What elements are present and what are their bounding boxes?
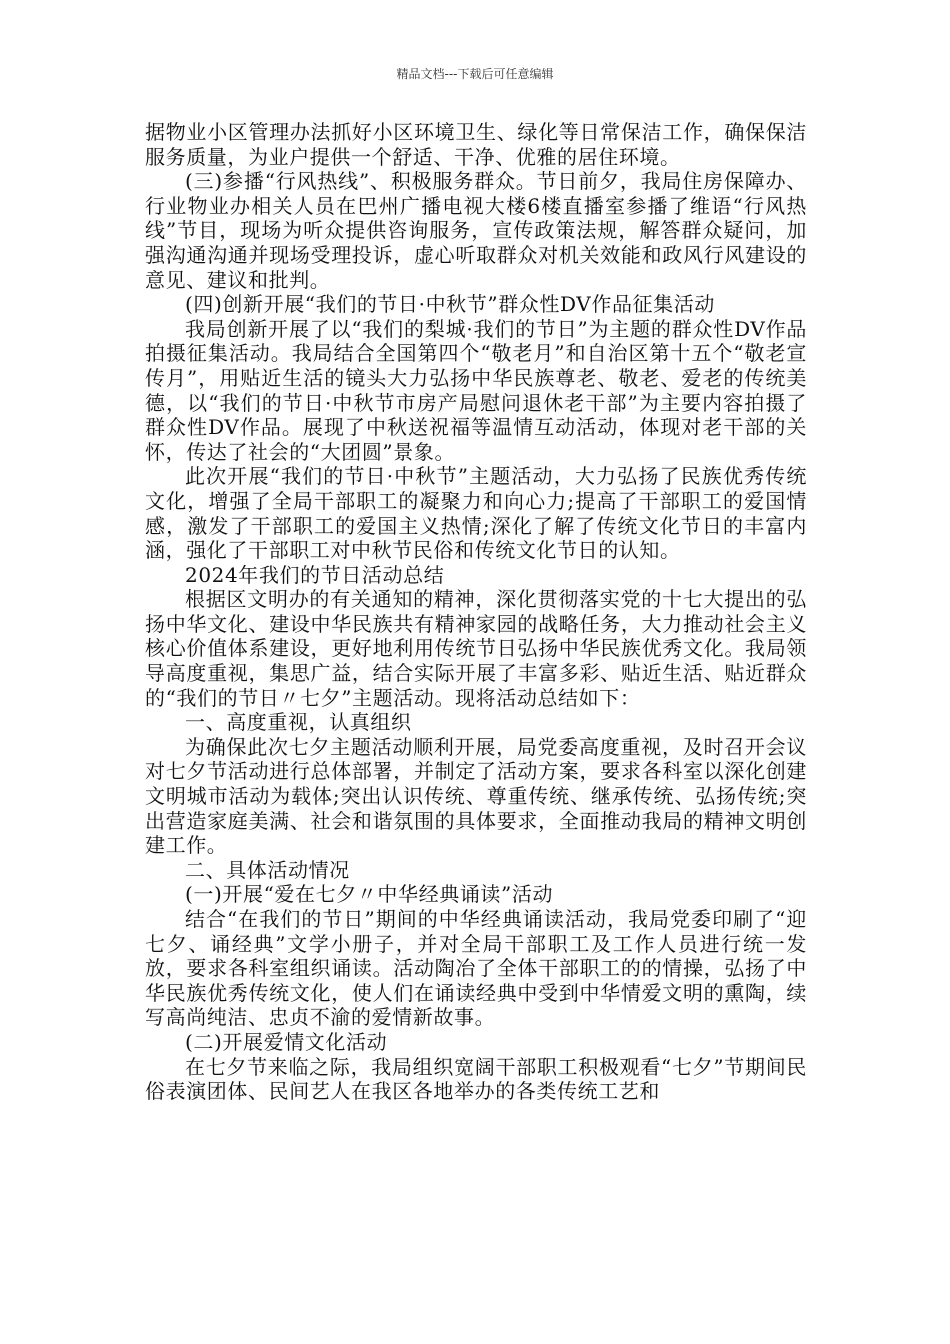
paragraph-14: 在七夕节来临之际，我局组织宽阔干部职工积极观看“七夕”节期间民俗表演团体、民间艺人在我区各地举办的各类传统工艺和 <box>145 1054 807 1104</box>
paragraph-5: 此次开展“我们的节日·中秋节”主题活动，大力弘扬了民族优秀传统文化，增强了全局干部职工的凝聚力和向心力;提高了干部职工的爱国情感，激发了干部职工的爱国主义热情;深化了解了传统文化节日的丰富内涵，强化了干部职工对中秋节民俗和传统文化节日的认知。 <box>145 464 807 563</box>
paragraph-9: 为确保此次七夕主题活动顺利开展，局党委高度重视，及时召开会议对七夕节活动进行总体部署，并制定了活动方案，要求各科室以深化创建文明城市活动为载体;突出认识传统、尊重传统、继承传统、弘扬传统;突出营造家庭美满、社会和谐氛围的具体要求，全面推动我局的精神文明创建工作。 <box>145 734 807 858</box>
paragraph-7: 根据区文明办的有关通知的精神，深化贯彻落实党的十七大提出的弘扬中华文化、建设中华民族共有精神家园的战略任务，大力推动社会主义核心价值体系建设，更好地利用传统节日弘扬中华民族优秀文化。我局领导高度重视，集思广益，结合实际开展了丰富多彩、贴近生活、贴近群众的“我们的节日〃七夕”主题活动。现将活动总结如下： <box>145 587 807 710</box>
paragraph-4: 我局创新开展了以“我们的梨城·我们的节日”为主题的群众性DV作品拍摄征集活动。我局结合全国第四个“敬老月”和自治区第十五个“敬老宣传月”，用贴近生活的镜头大力弘扬中华民族尊老、敬老、爱老的传统美德，以“我们的节日·中秋节市房产局慰问退休老干部”为主要内容拍摄了群众性DV作品。展现了中秋送祝福等温情互动活动，体现对老干部的关怀，传达了社会的“大团圆”景象。 <box>145 316 807 464</box>
subheading-2: (二)开展爱情文化活动 <box>185 1029 388 1054</box>
document-body <box>145 120 807 1104</box>
paragraph-1: 据物业小区管理办法抓好小区环境卫生、绿化等日常保洁工作，确保保洁服务质量，为业户提供一个舒适、干净、优雅的居住环境。 <box>145 120 807 169</box>
heading-1: 一、高度重视，认真组织 <box>185 710 412 735</box>
section-title: 2024年我们的节日活动总结 <box>185 562 445 587</box>
heading-2: 二、具体活动情况 <box>185 857 350 882</box>
paragraph-12: 结合“在我们的节日”期间的中华经典诵读活动，我局党委印刷了“迎七夕、诵经典”文学小册子，并对全局干部职工及工作人员进行统一发放，要求各科室组织诵读。活动陶冶了全体干部职工的的情操，弘扬了中华民族优秀传统文化，使人们在诵读经典中受到中华情爱文明的熏陶，续写高尚纯洁、忠贞不渝的爱情新故事。 <box>145 907 807 1030</box>
page-header-watermark: 精品文档---下载后可任意编辑 <box>396 67 554 81</box>
subheading-1: (一)开展“爱在七夕〃中华经典诵读”活动 <box>185 882 554 907</box>
paragraph-3-heading: (四)创新开展“我们的节日·中秋节”群众性DV作品征集活动 <box>185 292 715 317</box>
paragraph-2: (三)参播“行风热线”、积极服务群众。节日前夕，我局住房保障办、行业物业办相关人员在巴州广播电视大楼6楼直播室参播了维语“行风热线”节目，现场为听众提供咨询服务，宣传政策法规，解答群众疑问，加强沟通沟通并现场受理投诉，虚心听取群众对机关效能和政风行风建设的意见、建议和批判。 <box>145 169 807 292</box>
